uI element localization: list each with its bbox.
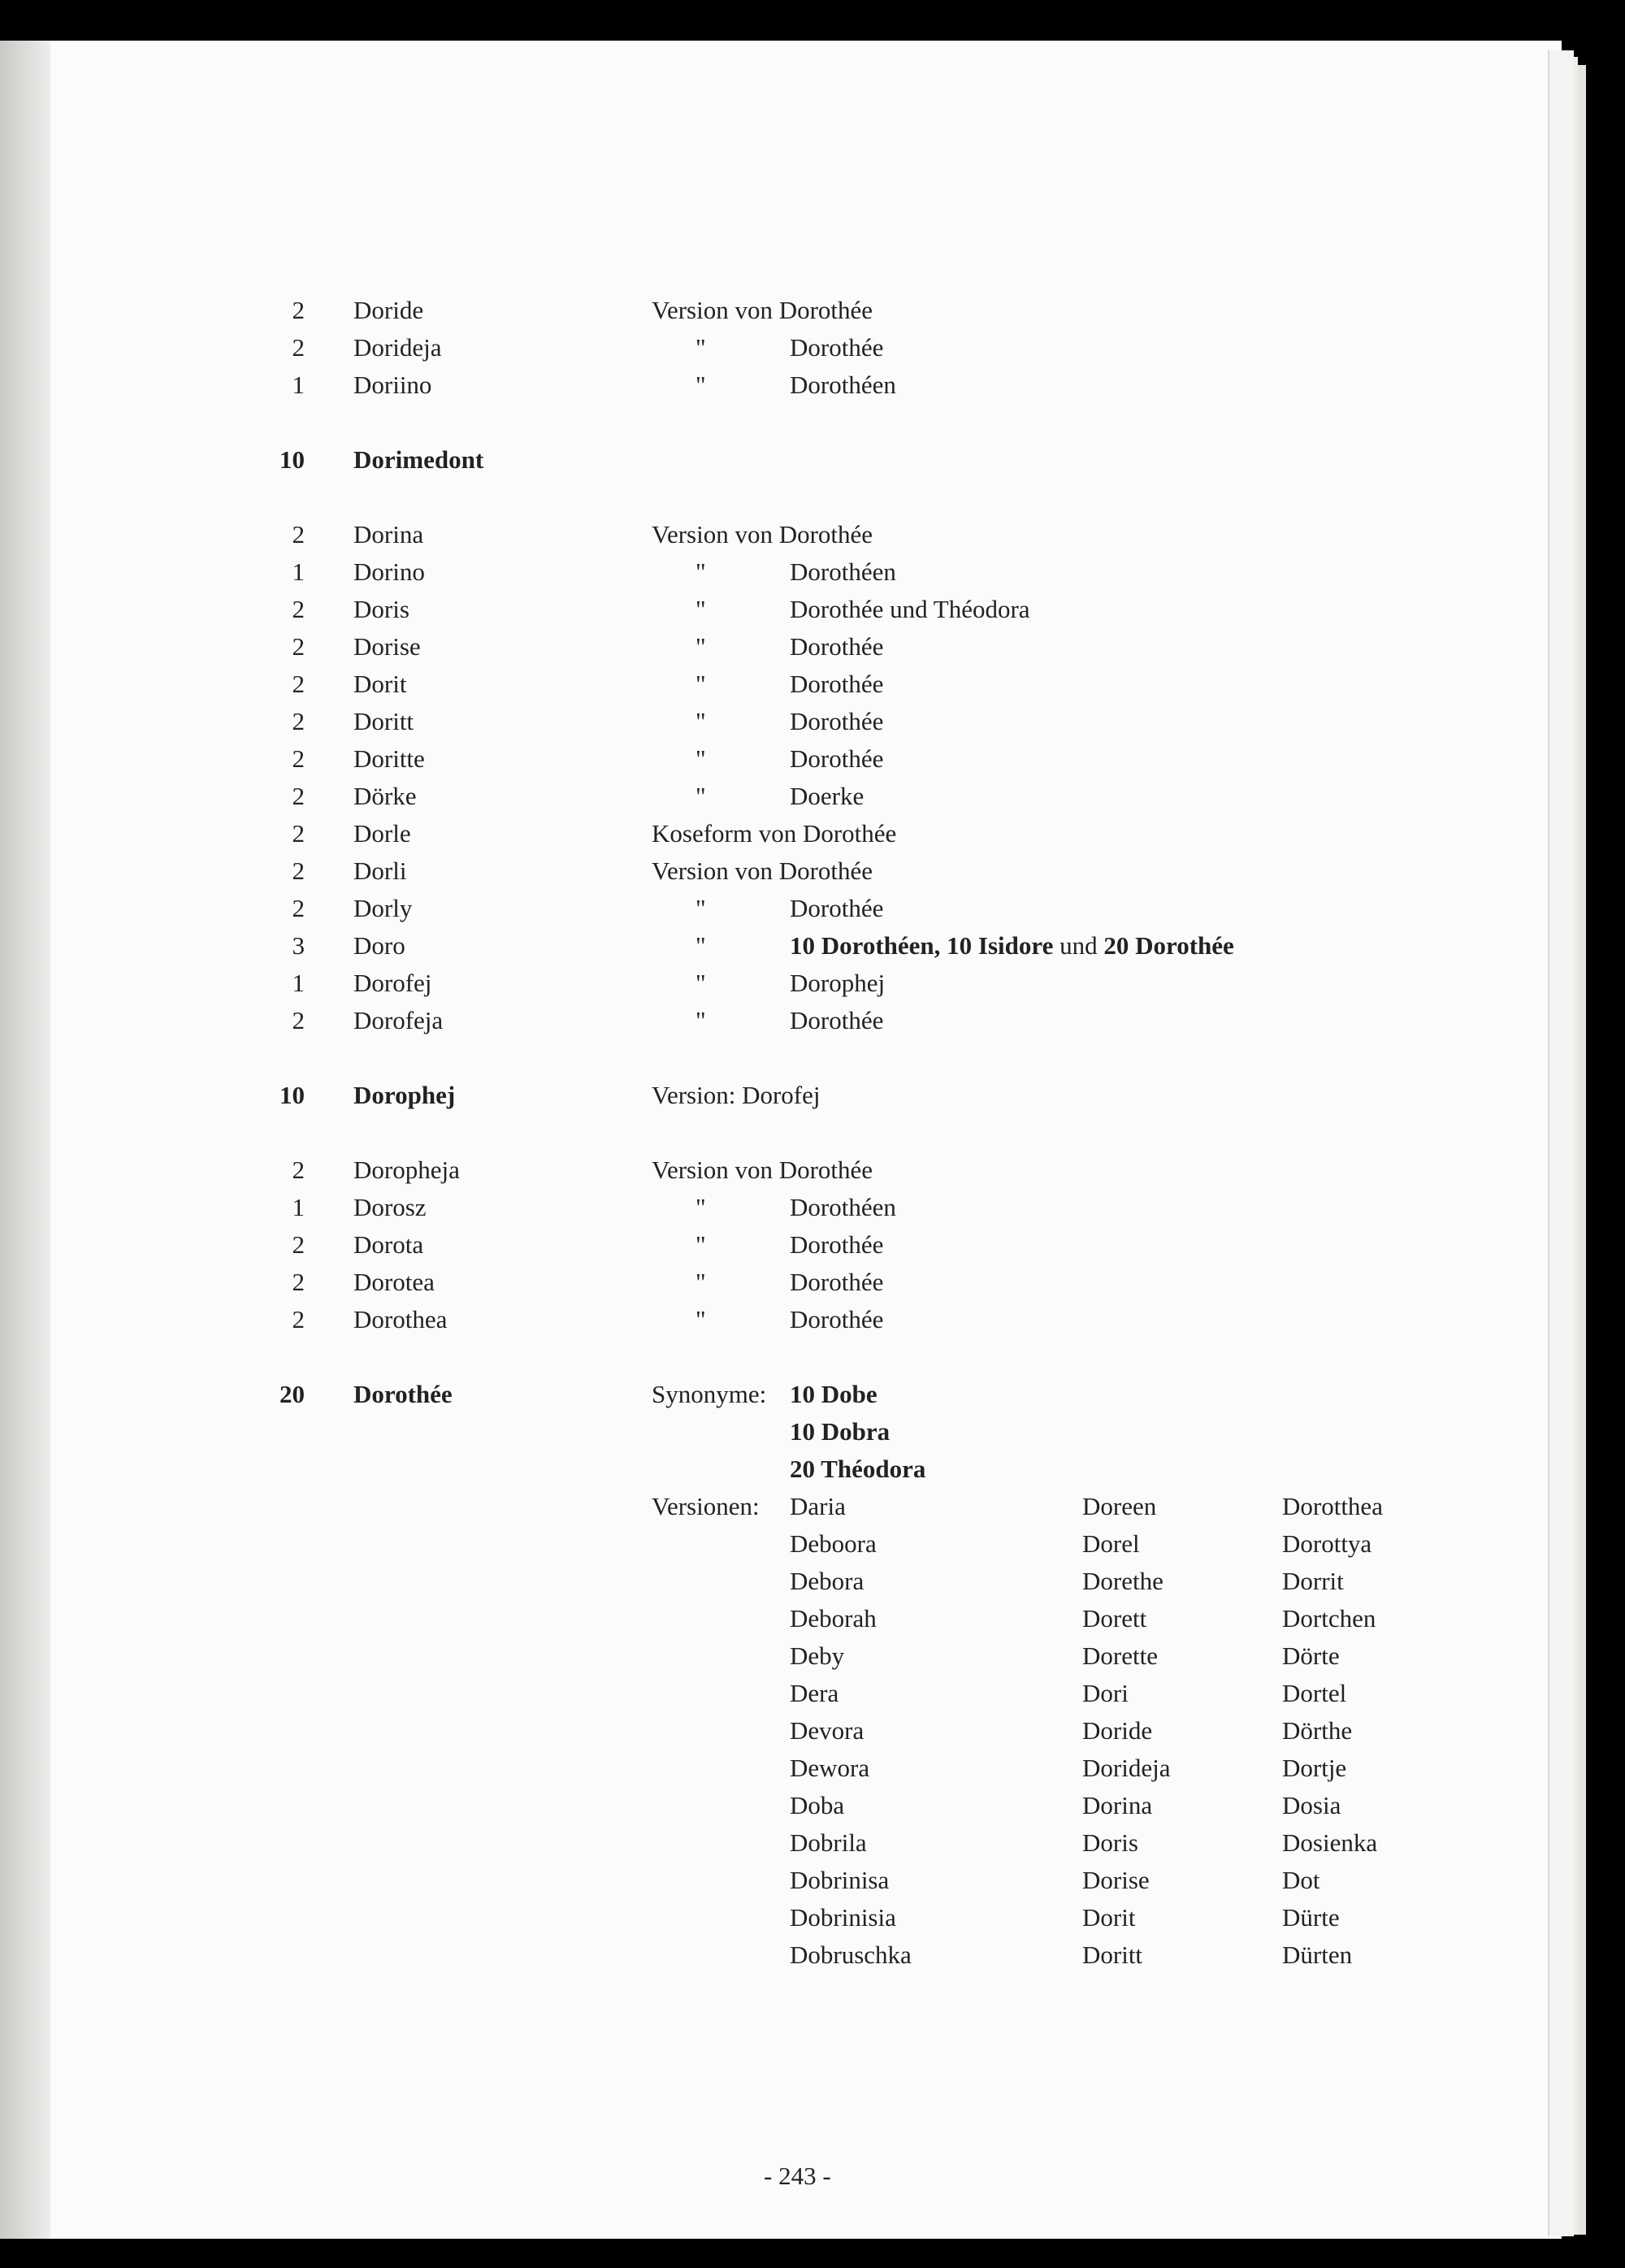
page-number: - 243 -	[764, 2162, 831, 2190]
entry-number: 2	[292, 819, 305, 848]
version-item: Dewora	[790, 1754, 870, 1782]
entry-description: Dorothée und Théodora	[790, 595, 1030, 623]
version-item: Devora	[790, 1716, 864, 1745]
versionen-label: Versionen:	[652, 1492, 760, 1520]
entry-description: 10 Dorothéen, 10 Isidore und 20 Dorothée	[790, 931, 1234, 960]
version-item: Dorideja	[1082, 1754, 1171, 1782]
version-item: Dortje	[1282, 1754, 1347, 1782]
entry-name: Dorothée	[353, 1380, 453, 1408]
ditto-mark: "	[696, 707, 706, 735]
version-item: Dörthe	[1282, 1716, 1353, 1745]
synonym-item: 10 Dobe	[790, 1380, 878, 1408]
entry-description: Dorothée	[790, 1268, 884, 1296]
ditto-mark: "	[696, 931, 706, 960]
entry-number: 20	[280, 1380, 305, 1408]
entry-name: Dorophej	[353, 1081, 456, 1109]
entry-description: Version von Dorothée	[652, 856, 873, 885]
entry-name: Doropheja	[353, 1156, 460, 1184]
entry-description: Version von Dorothée	[652, 296, 873, 324]
entry-description: Dorothéen	[790, 1193, 896, 1221]
ditto-mark: "	[696, 1193, 706, 1221]
entry-description: Version von Dorothée	[652, 520, 873, 549]
entry-name: Dorli	[353, 856, 407, 885]
ditto-mark: "	[696, 894, 706, 922]
entry-name: Dorothea	[353, 1305, 448, 1333]
version-item: Dorethe	[1082, 1567, 1164, 1595]
entry-description: Version von Dorothée	[652, 1156, 873, 1184]
entry-name: Doriino	[353, 371, 432, 399]
entry-description: Dorothée	[790, 1305, 884, 1333]
entry-name: Dorino	[353, 557, 425, 586]
synonym-item: 20 Théodora	[790, 1455, 926, 1483]
version-item: Dorette	[1082, 1641, 1158, 1670]
ditto-mark: "	[696, 371, 706, 399]
entry-number: 2	[292, 1268, 305, 1296]
ditto-mark: "	[696, 333, 706, 362]
ditto-mark: "	[696, 782, 706, 810]
entry-number: 2	[292, 782, 305, 810]
entry-number: 1	[292, 969, 305, 997]
version-item: Doritt	[1082, 1941, 1143, 1969]
version-item: Doreen	[1082, 1492, 1157, 1520]
entry-number: 1	[292, 371, 305, 399]
entry-number: 3	[292, 931, 305, 960]
entry-name: Dorideja	[353, 333, 442, 362]
version-item: Doris	[1082, 1828, 1138, 1857]
entry-name: Dorofej	[353, 969, 432, 997]
version-item: Dobrinisia	[790, 1903, 896, 1932]
version-item: Dorina	[1082, 1791, 1153, 1819]
entry-name: Doris	[353, 595, 410, 623]
entry-description: Dorothée	[790, 707, 884, 735]
version-item: Doba	[790, 1791, 845, 1819]
entry-name: Dorit	[353, 670, 407, 698]
entry-number: 10	[280, 445, 305, 474]
version-item: Dot	[1282, 1866, 1320, 1894]
entry-name: Dorotea	[353, 1268, 435, 1296]
version-item: Dosienka	[1282, 1828, 1378, 1857]
ditto-mark: "	[696, 1305, 706, 1333]
entry-description: Dorothée	[790, 744, 884, 773]
ditto-mark: "	[696, 595, 706, 623]
entry-name: Doro	[353, 931, 405, 960]
entry-name: Dorly	[353, 894, 413, 922]
version-item: Deborah	[790, 1604, 877, 1633]
version-item: Deby	[790, 1641, 845, 1670]
entry-description: Dorophej	[790, 969, 886, 997]
ditto-mark: "	[696, 1268, 706, 1296]
version-item: Dorottya	[1282, 1529, 1372, 1558]
entry-description: Dorothée	[790, 670, 884, 698]
entry-number: 2	[292, 595, 305, 623]
page-binding	[0, 41, 50, 2239]
entry-name: Doritt	[353, 707, 414, 735]
entry-description: Dorothée	[790, 1006, 884, 1034]
entry-number: 2	[292, 856, 305, 885]
entry-name: Dörke	[353, 782, 417, 810]
version-item: Dobrinisa	[790, 1866, 890, 1894]
version-item: Dorise	[1082, 1866, 1150, 1894]
entry-description: Dorothée	[790, 632, 884, 661]
entry-name: Doritte	[353, 744, 425, 773]
page-edge	[1548, 50, 1574, 2236]
ditto-mark: "	[696, 744, 706, 773]
ditto-mark: "	[696, 632, 706, 661]
entry-number: 2	[292, 296, 305, 324]
entry-description: Version: Dorofej	[652, 1081, 821, 1109]
entry-number: 2	[292, 1156, 305, 1184]
entry-name: Dorina	[353, 520, 424, 549]
version-item: Dortel	[1282, 1679, 1347, 1707]
ditto-mark: "	[696, 670, 706, 698]
entry-name: Dorofeja	[353, 1006, 444, 1034]
entry-description: Doerke	[790, 782, 864, 810]
entry-description: Dorothéen	[790, 371, 896, 399]
ditto-mark: "	[696, 557, 706, 586]
version-item: Dürten	[1282, 1941, 1353, 1969]
entry-number: 2	[292, 1230, 305, 1259]
entry-number: 2	[292, 520, 305, 549]
entry-number: 10	[280, 1081, 305, 1109]
entry-description: Koseform von Dorothée	[652, 819, 897, 848]
version-item: Dorotthea	[1282, 1492, 1383, 1520]
ditto-mark: "	[696, 1006, 706, 1034]
version-item: Dorit	[1082, 1903, 1136, 1932]
version-item: Dorett	[1082, 1604, 1147, 1633]
ditto-mark: "	[696, 1230, 706, 1259]
entry-number: 2	[292, 670, 305, 698]
entry-name: Dorota	[353, 1230, 424, 1259]
version-item: Doride	[1082, 1716, 1153, 1745]
entry-number: 2	[292, 333, 305, 362]
version-item: Dürte	[1282, 1903, 1340, 1932]
version-item: Daria	[790, 1492, 846, 1520]
entry-number: 1	[292, 557, 305, 586]
version-item: Dori	[1082, 1679, 1129, 1707]
synonym-item: 10 Dobra	[790, 1417, 890, 1446]
entry-number: 2	[292, 632, 305, 661]
entry-number: 2	[292, 1305, 305, 1333]
entry-number: 2	[292, 707, 305, 735]
entry-number: 2	[292, 744, 305, 773]
version-item: Dorrit	[1282, 1567, 1344, 1595]
entry-number: 1	[292, 1193, 305, 1221]
entry-number: 2	[292, 1006, 305, 1034]
entry-name: Dorimedont	[353, 445, 484, 474]
synonyme-label: Synonyme:	[652, 1380, 767, 1408]
entry-name: Dorle	[353, 819, 411, 848]
entry-description: Dorothée	[790, 333, 884, 362]
version-item: Dera	[790, 1679, 839, 1707]
version-item: Deboora	[790, 1529, 877, 1558]
entry-description: Dorothéen	[790, 557, 896, 586]
entry-description: Dorothée	[790, 1230, 884, 1259]
entry-name: Doride	[353, 296, 424, 324]
entry-name: Dorosz	[353, 1193, 427, 1221]
version-item: Dorel	[1082, 1529, 1140, 1558]
entry-name: Dorise	[353, 632, 421, 661]
version-item: Dosia	[1282, 1791, 1341, 1819]
version-item: Debora	[790, 1567, 864, 1595]
ditto-mark: "	[696, 969, 706, 997]
entry-description: Dorothée	[790, 894, 884, 922]
version-item: Dobrila	[790, 1828, 867, 1857]
version-item: Dortchen	[1282, 1604, 1376, 1633]
version-item: Dobruschka	[790, 1941, 912, 1969]
version-item: Dörte	[1282, 1641, 1340, 1670]
entry-number: 2	[292, 894, 305, 922]
